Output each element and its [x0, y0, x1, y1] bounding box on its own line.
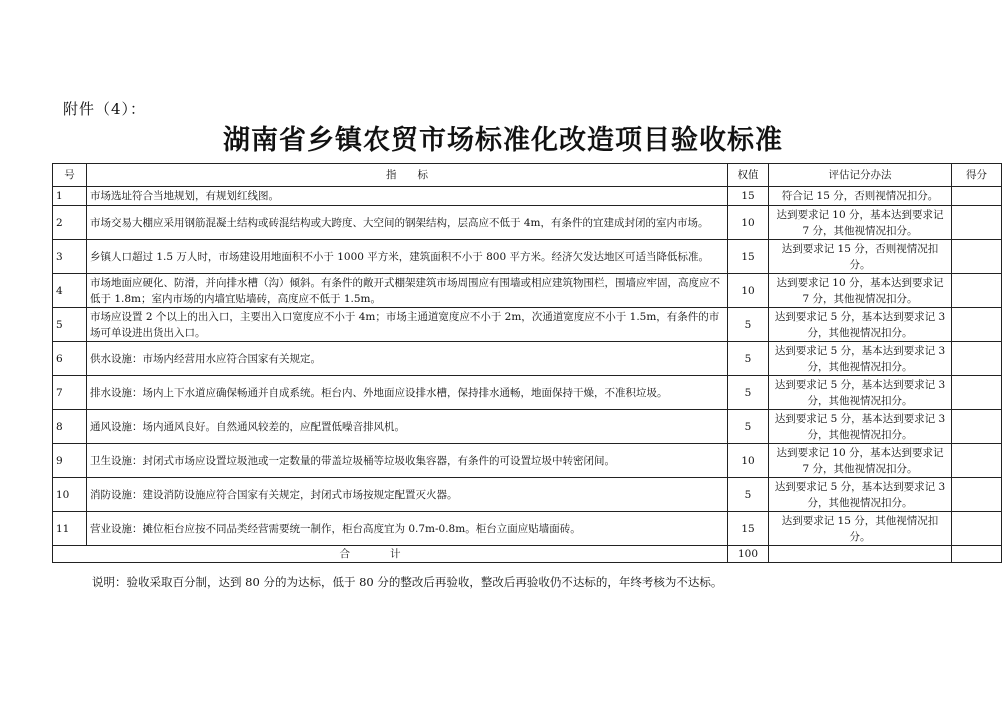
row-number: 5	[53, 308, 87, 342]
row-score-cell	[952, 187, 1002, 206]
column-header-score: 得分	[952, 164, 1002, 187]
table-row	[53, 512, 1002, 546]
row-indicator: 营业设施：摊位柜台应按不同品类经营需要统一制作，柜台高度宜为 0.7m-0.8m。柜台立面应贴墙面砖。	[87, 512, 728, 546]
row-indicator: 市场应设置 2 个以上的出入口，主要出入口宽度应不小于 4m；市场主通道宽度应不小于 2m，次通道宽度应不小于 1.5m，有条件的市场可单设进出货出入口。	[87, 308, 728, 342]
row-score-cell	[952, 240, 1002, 274]
row-indicator: 市场交易大棚应采用钢筋混凝土结构或砖混结构或大跨度、大空间的钢架结构，层高应不低于 4m，有条件的宜建成封闭的室内市场。	[87, 206, 728, 240]
row-scoring-method: 达到要求记 5 分，基本达到要求记 3 分，其他视情况扣分。	[769, 478, 952, 512]
row-scoring-method: 符合记 15 分，否则视情况扣分。	[769, 187, 952, 206]
row-scoring-method: 达到要求记 5 分，基本达到要求记 3 分，其他视情况扣分。	[769, 410, 952, 444]
acceptance-standard-table	[52, 163, 1002, 563]
row-score-cell	[952, 206, 1002, 240]
row-weight: 15	[728, 240, 769, 274]
row-indicator: 通风设施：场内通风良好。自然通风较差的，应配置低噪音排风机。	[87, 410, 728, 444]
table-row	[53, 240, 1002, 274]
row-number: 8	[53, 410, 87, 444]
table-row	[53, 478, 1002, 512]
row-scoring-method: 达到要求记 15 分，否则视情况扣分。	[769, 240, 952, 274]
row-weight: 5	[728, 478, 769, 512]
table-row	[53, 206, 1002, 240]
row-score-cell	[952, 308, 1002, 342]
column-header-item: 指 标	[87, 164, 728, 187]
table-header-row	[53, 164, 1002, 187]
row-score-cell	[952, 478, 1002, 512]
row-scoring-method: 达到要求记 10 分，基本达到要求记 7 分，其他视情况扣分。	[769, 274, 952, 308]
table-row	[53, 274, 1002, 308]
row-weight: 10	[728, 444, 769, 478]
row-indicator: 市场选址符合当地规划，有规划红线图。	[87, 187, 728, 206]
row-indicator: 市场地面应硬化、防滑，并向排水槽（沟）倾斜。有条件的敞开式棚架建筑市场周围应有围墙或相应建筑物围栏，围墙应牢固，高度应不低于 1.8m；室内市场的内墙宜贴墙砖，高度应不低于 1.5m。	[87, 274, 728, 308]
total-row	[53, 546, 1002, 563]
row-score-cell	[952, 342, 1002, 376]
table-row	[53, 308, 1002, 342]
row-weight: 10	[728, 206, 769, 240]
row-indicator: 乡镇人口超过 1.5 万人时，市场建设用地面积不小于 1000 平方米，建筑面积不小于 800 平方米。经济欠发达地区可适当降低标准。	[87, 240, 728, 274]
row-weight: 15	[728, 512, 769, 546]
row-score-cell	[952, 376, 1002, 410]
column-header-weight: 权值	[728, 164, 769, 187]
row-number: 2	[53, 206, 87, 240]
footnote: 说明：验收采取百分制，达到 80 分的为达标，低于 80 分的整改后再验收，整改后再验收仍不达标的，年终考核为不达标。	[92, 575, 723, 589]
row-score-cell	[952, 274, 1002, 308]
row-indicator: 供水设施：市场内经营用水应符合国家有关规定。	[87, 342, 728, 376]
row-number: 7	[53, 376, 87, 410]
table-row	[53, 410, 1002, 444]
row-score-cell	[952, 512, 1002, 546]
table-row	[53, 342, 1002, 376]
row-score-cell	[952, 444, 1002, 478]
column-header-method: 评估记分办法	[769, 164, 952, 187]
row-number: 3	[53, 240, 87, 274]
row-number: 11	[53, 512, 87, 546]
table-row	[53, 444, 1002, 478]
row-number: 10	[53, 478, 87, 512]
table-row	[53, 187, 1002, 206]
total-score-cell	[952, 546, 1002, 563]
column-header-no: 号	[53, 164, 87, 187]
row-weight: 5	[728, 410, 769, 444]
row-indicator: 消防设施：建设消防设施应符合国家有关规定，封闭式市场按规定配置灭火器。	[87, 478, 728, 512]
total-weight: 100	[728, 546, 769, 563]
page-title: 湖南省乡镇农贸市场标准化改造项目验收标准	[223, 125, 783, 156]
row-number: 1	[53, 187, 87, 206]
row-weight: 5	[728, 308, 769, 342]
row-indicator: 排水设施：场内上下水道应确保畅通并自成系统。柜台内、外地面应设排水槽，保持排水通畅，地面保持干燥，不准积垃圾。	[87, 376, 728, 410]
total-label: 合计	[53, 546, 728, 563]
row-scoring-method: 达到要求记 10 分，基本达到要求记 7 分，其他视情况扣分。	[769, 444, 952, 478]
row-weight: 5	[728, 342, 769, 376]
attachment-label: 附件（4）：	[63, 100, 147, 118]
row-indicator: 卫生设施：封闭式市场应设置垃圾池或一定数量的带盖垃圾桶等垃圾收集容器，有条件的可设置垃圾中转密闭间。	[87, 444, 728, 478]
row-number: 4	[53, 274, 87, 308]
row-weight: 10	[728, 274, 769, 308]
row-scoring-method: 达到要求记 5 分，基本达到要求记 3 分，其他视情况扣分。	[769, 308, 952, 342]
row-weight: 5	[728, 376, 769, 410]
row-weight: 15	[728, 187, 769, 206]
row-number: 6	[53, 342, 87, 376]
row-scoring-method: 达到要求记 15 分，其他视情况扣分。	[769, 512, 952, 546]
row-scoring-method: 达到要求记 5 分，基本达到要求记 3 分，其他视情况扣分。	[769, 376, 952, 410]
row-scoring-method: 达到要求记 10 分，基本达到要求记 7 分，其他视情况扣分。	[769, 206, 952, 240]
table-row	[53, 376, 1002, 410]
total-method-cell	[769, 546, 952, 563]
row-scoring-method: 达到要求记 5 分，基本达到要求记 3 分，其他视情况扣分。	[769, 342, 952, 376]
row-score-cell	[952, 410, 1002, 444]
row-number: 9	[53, 444, 87, 478]
